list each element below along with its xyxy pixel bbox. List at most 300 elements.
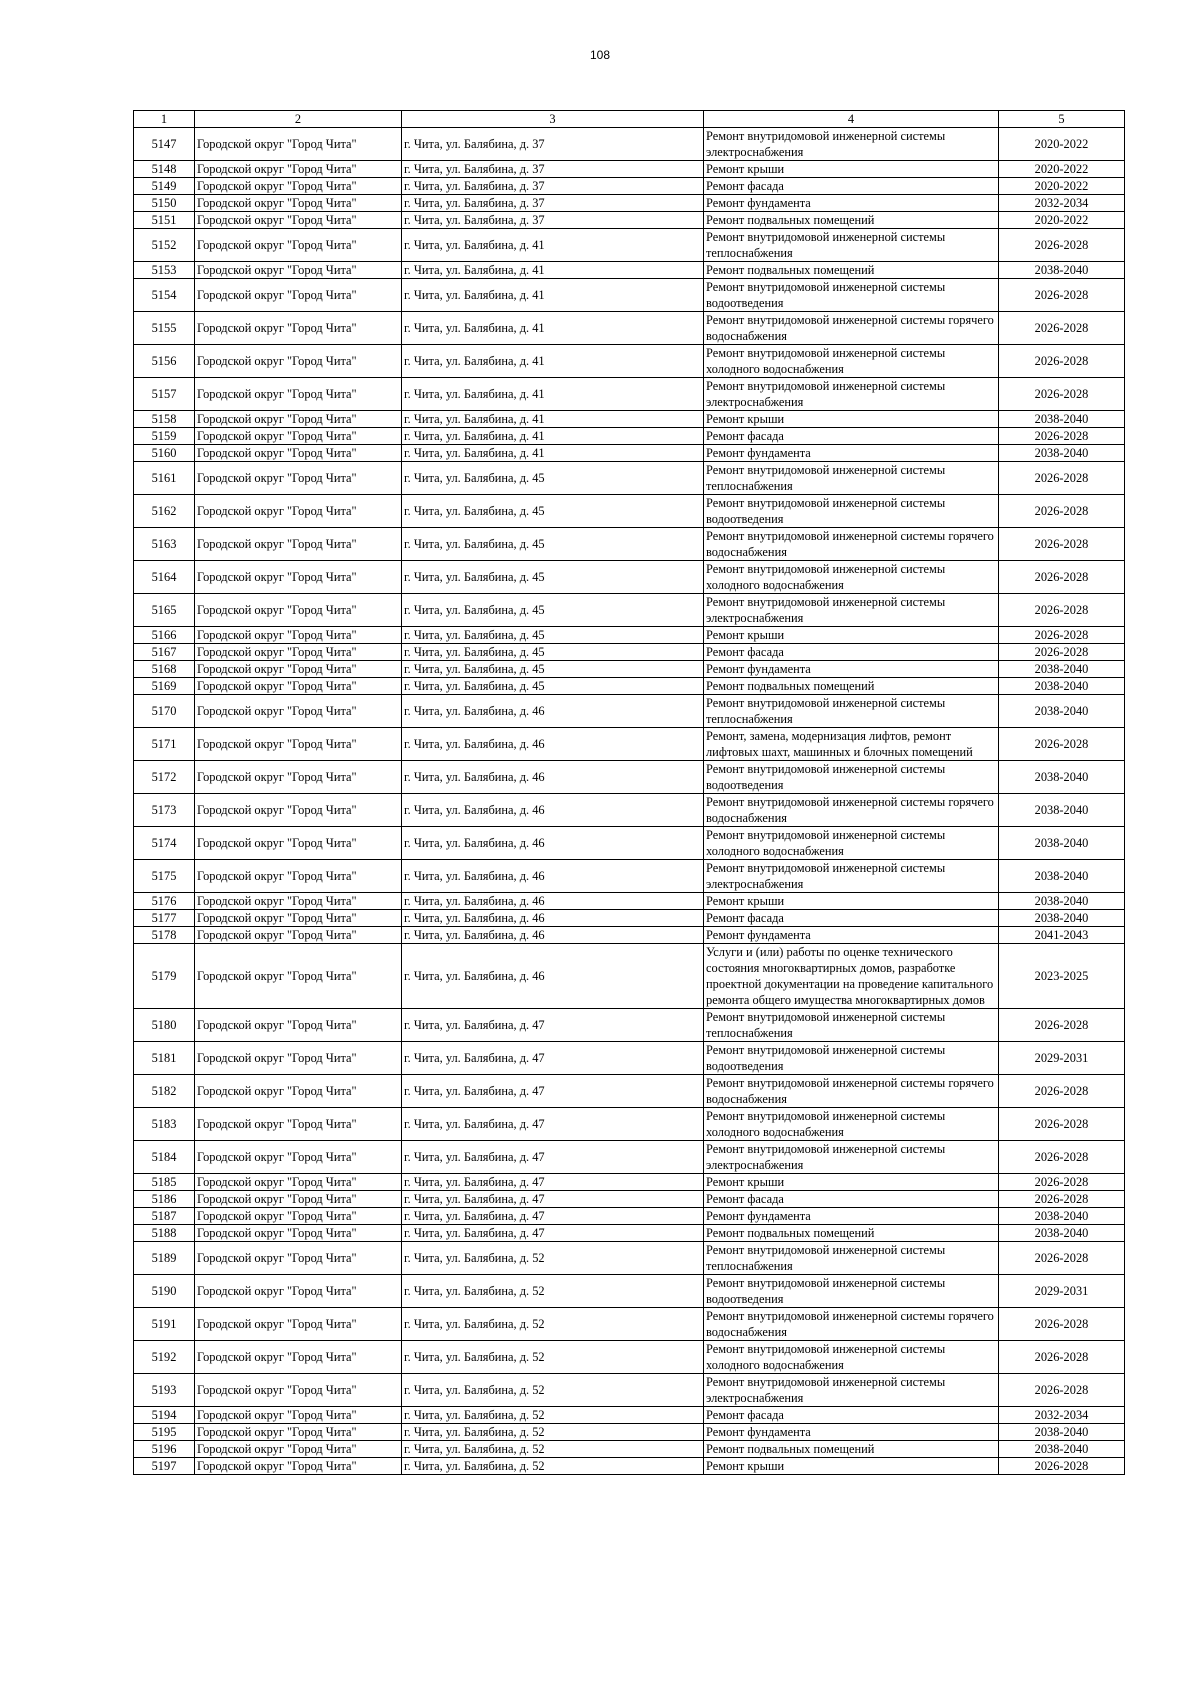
- address-cell: г. Чита, ул. Балябина, д. 52: [402, 1341, 704, 1374]
- work-type-cell: Ремонт фасада: [704, 1191, 999, 1208]
- row-number-cell: 5193: [134, 1374, 195, 1407]
- period-cell: 2020-2022: [999, 212, 1125, 229]
- work-type-cell: Ремонт внутридомовой инженерной системы теплоснабжения: [704, 695, 999, 728]
- work-type-cell: Ремонт внутридомовой инженерной системы холодного водоснабжения: [704, 345, 999, 378]
- table-row: [134, 462, 1125, 495]
- row-number-cell: 5171: [134, 728, 195, 761]
- work-type-cell: Ремонт, замена, модернизация лифтов, ремонт лифтовых шахт, машинных и блочных помещений: [704, 728, 999, 761]
- period-cell: 2038-2040: [999, 893, 1125, 910]
- address-cell: г. Чита, ул. Балябина, д. 37: [402, 212, 704, 229]
- period-cell: 2020-2022: [999, 178, 1125, 195]
- municipality-cell: Городской округ "Город Чита": [195, 794, 402, 827]
- work-type-cell: Ремонт фасада: [704, 178, 999, 195]
- work-type-cell: Ремонт внутридомовой инженерной системы водоотведения: [704, 495, 999, 528]
- work-type-cell: Ремонт крыши: [704, 893, 999, 910]
- address-cell: г. Чита, ул. Балябина, д. 37: [402, 178, 704, 195]
- work-type-cell: Ремонт внутридомовой инженерной системы теплоснабжения: [704, 462, 999, 495]
- period-cell: 2038-2040: [999, 1424, 1125, 1441]
- table-row: [134, 428, 1125, 445]
- work-type-cell: Услуги и (или) работы по оценке технического состояния многоквартирных домов, разработке проектной документации на проведение капитального ремонта общего имущества многоквартирных домов: [704, 944, 999, 1009]
- table-row: [134, 378, 1125, 411]
- address-cell: г. Чита, ул. Балябина, д. 41: [402, 229, 704, 262]
- row-number-cell: 5188: [134, 1225, 195, 1242]
- table-row: [134, 1308, 1125, 1341]
- table-row: [134, 761, 1125, 794]
- period-cell: 2029-2031: [999, 1042, 1125, 1075]
- municipality-cell: Городской округ "Город Чита": [195, 627, 402, 644]
- row-number-cell: 5155: [134, 312, 195, 345]
- municipality-cell: Городской округ "Город Чита": [195, 910, 402, 927]
- address-cell: г. Чита, ул. Балябина, д. 47: [402, 1009, 704, 1042]
- work-type-cell: Ремонт подвальных помещений: [704, 1225, 999, 1242]
- municipality-cell: Городской округ "Город Чита": [195, 161, 402, 178]
- table-row: [134, 212, 1125, 229]
- row-number-cell: 5157: [134, 378, 195, 411]
- period-cell: 2032-2034: [999, 195, 1125, 212]
- municipality-cell: Городской округ "Город Чита": [195, 411, 402, 428]
- work-type-cell: Ремонт фасада: [704, 1407, 999, 1424]
- period-cell: 2026-2028: [999, 378, 1125, 411]
- row-number-cell: 5191: [134, 1308, 195, 1341]
- table-row: [134, 229, 1125, 262]
- period-cell: 2038-2040: [999, 827, 1125, 860]
- period-cell: 2038-2040: [999, 262, 1125, 279]
- table-row: [134, 678, 1125, 695]
- address-cell: г. Чита, ул. Балябина, д. 52: [402, 1374, 704, 1407]
- row-number-cell: 5174: [134, 827, 195, 860]
- period-cell: 2026-2028: [999, 561, 1125, 594]
- municipality-cell: Городской округ "Город Чита": [195, 528, 402, 561]
- table-row: [134, 594, 1125, 627]
- address-cell: г. Чита, ул. Балябина, д. 41: [402, 411, 704, 428]
- municipality-cell: Городской округ "Город Чита": [195, 428, 402, 445]
- table-row: [134, 1141, 1125, 1174]
- work-type-cell: Ремонт крыши: [704, 411, 999, 428]
- municipality-cell: Городской округ "Город Чита": [195, 378, 402, 411]
- row-number-cell: 5147: [134, 128, 195, 161]
- header-col-4: 4: [704, 111, 999, 128]
- work-type-cell: Ремонт внутридомовой инженерной системы водоотведения: [704, 1042, 999, 1075]
- municipality-cell: Городской округ "Город Чита": [195, 695, 402, 728]
- period-cell: 2038-2040: [999, 678, 1125, 695]
- row-number-cell: 5154: [134, 279, 195, 312]
- table-row: [134, 794, 1125, 827]
- work-type-cell: Ремонт внутридомовой инженерной системы холодного водоснабжения: [704, 1341, 999, 1374]
- table-row: [134, 312, 1125, 345]
- municipality-cell: Городской округ "Город Чита": [195, 1141, 402, 1174]
- table-row: [134, 411, 1125, 428]
- row-number-cell: 5176: [134, 893, 195, 910]
- period-cell: 2026-2028: [999, 279, 1125, 312]
- municipality-cell: Городской округ "Город Чита": [195, 495, 402, 528]
- period-cell: 2038-2040: [999, 1208, 1125, 1225]
- table-row: [134, 644, 1125, 661]
- header-row: [134, 111, 1125, 128]
- table-row: [134, 1242, 1125, 1275]
- municipality-cell: Городской округ "Город Чита": [195, 1308, 402, 1341]
- municipality-cell: Городской округ "Город Чита": [195, 827, 402, 860]
- period-cell: 2026-2028: [999, 1308, 1125, 1341]
- address-cell: г. Чита, ул. Балябина, д. 47: [402, 1174, 704, 1191]
- work-type-cell: Ремонт внутридомовой инженерной системы холодного водоснабжения: [704, 827, 999, 860]
- municipality-cell: Городской округ "Город Чита": [195, 1458, 402, 1475]
- municipality-cell: Городской округ "Город Чита": [195, 1208, 402, 1225]
- row-number-cell: 5164: [134, 561, 195, 594]
- municipality-cell: Городской округ "Город Чита": [195, 178, 402, 195]
- address-cell: г. Чита, ул. Балябина, д. 45: [402, 495, 704, 528]
- work-type-cell: Ремонт внутридомовой инженерной системы теплоснабжения: [704, 1009, 999, 1042]
- period-cell: 2026-2028: [999, 728, 1125, 761]
- row-number-cell: 5150: [134, 195, 195, 212]
- table-row: [134, 944, 1125, 1009]
- address-cell: г. Чита, ул. Балябина, д. 41: [402, 428, 704, 445]
- address-cell: г. Чита, ул. Балябина, д. 41: [402, 312, 704, 345]
- address-cell: г. Чита, ул. Балябина, д. 52: [402, 1458, 704, 1475]
- address-cell: г. Чита, ул. Балябина, д. 45: [402, 644, 704, 661]
- municipality-cell: Городской округ "Город Чита": [195, 445, 402, 462]
- row-number-cell: 5168: [134, 661, 195, 678]
- table-row: [134, 927, 1125, 944]
- period-cell: 2020-2022: [999, 161, 1125, 178]
- table-body: [134, 128, 1125, 1475]
- work-type-cell: Ремонт внутридомовой инженерной системы горячего водоснабжения: [704, 312, 999, 345]
- address-cell: г. Чита, ул. Балябина, д. 45: [402, 661, 704, 678]
- address-cell: г. Чита, ул. Балябина, д. 47: [402, 1042, 704, 1075]
- row-number-cell: 5197: [134, 1458, 195, 1475]
- table-row: [134, 1441, 1125, 1458]
- work-type-cell: Ремонт крыши: [704, 627, 999, 644]
- table-row: [134, 495, 1125, 528]
- row-number-cell: 5190: [134, 1275, 195, 1308]
- municipality-cell: Городской округ "Город Чита": [195, 229, 402, 262]
- address-cell: г. Чита, ул. Балябина, д. 46: [402, 927, 704, 944]
- table-row: [134, 1341, 1125, 1374]
- header-col-5: 5: [999, 111, 1125, 128]
- period-cell: 2026-2028: [999, 1174, 1125, 1191]
- table-row: [134, 1225, 1125, 1242]
- row-number-cell: 5152: [134, 229, 195, 262]
- period-cell: 2026-2028: [999, 345, 1125, 378]
- address-cell: г. Чита, ул. Балябина, д. 52: [402, 1407, 704, 1424]
- work-type-cell: Ремонт крыши: [704, 161, 999, 178]
- municipality-cell: Городской округ "Город Чита": [195, 1191, 402, 1208]
- period-cell: 2038-2040: [999, 661, 1125, 678]
- address-cell: г. Чита, ул. Балябина, д. 45: [402, 561, 704, 594]
- address-cell: г. Чита, ул. Балябина, д. 46: [402, 827, 704, 860]
- row-number-cell: 5153: [134, 262, 195, 279]
- work-type-cell: Ремонт внутридомовой инженерной системы холодного водоснабжения: [704, 1108, 999, 1141]
- period-cell: 2026-2028: [999, 1075, 1125, 1108]
- period-cell: 2026-2028: [999, 428, 1125, 445]
- period-cell: 2038-2040: [999, 1441, 1125, 1458]
- municipality-cell: Городской округ "Город Чита": [195, 761, 402, 794]
- address-cell: г. Чита, ул. Балябина, д. 52: [402, 1275, 704, 1308]
- municipality-cell: Городской округ "Город Чита": [195, 128, 402, 161]
- municipality-cell: Городской округ "Город Чита": [195, 1075, 402, 1108]
- row-number-cell: 5162: [134, 495, 195, 528]
- row-number-cell: 5156: [134, 345, 195, 378]
- row-number-cell: 5182: [134, 1075, 195, 1108]
- address-cell: г. Чита, ул. Балябина, д. 45: [402, 594, 704, 627]
- period-cell: 2026-2028: [999, 644, 1125, 661]
- work-type-cell: Ремонт внутридомовой инженерной системы электроснабжения: [704, 378, 999, 411]
- address-cell: г. Чита, ул. Балябина, д. 46: [402, 910, 704, 927]
- row-number-cell: 5169: [134, 678, 195, 695]
- address-cell: г. Чита, ул. Балябина, д. 46: [402, 695, 704, 728]
- work-type-cell: Ремонт внутридомовой инженерной системы электроснабжения: [704, 1374, 999, 1407]
- municipality-cell: Городской округ "Город Чита": [195, 1225, 402, 1242]
- work-type-cell: Ремонт фасада: [704, 910, 999, 927]
- table-row: [134, 279, 1125, 312]
- address-cell: г. Чита, ул. Балябина, д. 46: [402, 761, 704, 794]
- period-cell: 2026-2028: [999, 594, 1125, 627]
- row-number-cell: 5148: [134, 161, 195, 178]
- work-type-cell: Ремонт крыши: [704, 1458, 999, 1475]
- period-cell: 2023-2025: [999, 944, 1125, 1009]
- address-cell: г. Чита, ул. Балябина, д. 41: [402, 445, 704, 462]
- work-type-cell: Ремонт крыши: [704, 1174, 999, 1191]
- row-number-cell: 5192: [134, 1341, 195, 1374]
- municipality-cell: Городской округ "Город Чита": [195, 262, 402, 279]
- address-cell: г. Чита, ул. Балябина, д. 46: [402, 728, 704, 761]
- table-row: [134, 1042, 1125, 1075]
- municipality-cell: Городской округ "Город Чита": [195, 1374, 402, 1407]
- row-number-cell: 5161: [134, 462, 195, 495]
- address-cell: г. Чита, ул. Балябина, д. 37: [402, 128, 704, 161]
- row-number-cell: 5159: [134, 428, 195, 445]
- period-cell: 2026-2028: [999, 312, 1125, 345]
- work-type-cell: Ремонт фундамента: [704, 1208, 999, 1225]
- row-number-cell: 5196: [134, 1441, 195, 1458]
- work-type-cell: Ремонт фундамента: [704, 445, 999, 462]
- address-cell: г. Чита, ул. Балябина, д. 52: [402, 1242, 704, 1275]
- address-cell: г. Чита, ул. Балябина, д. 45: [402, 678, 704, 695]
- table-row: [134, 1458, 1125, 1475]
- municipality-cell: Городской округ "Город Чита": [195, 1174, 402, 1191]
- table-row: [134, 1424, 1125, 1441]
- table-row: [134, 1407, 1125, 1424]
- municipality-cell: Городской округ "Город Чита": [195, 312, 402, 345]
- period-cell: 2026-2028: [999, 1341, 1125, 1374]
- address-cell: г. Чита, ул. Балябина, д. 47: [402, 1108, 704, 1141]
- row-number-cell: 5185: [134, 1174, 195, 1191]
- work-type-cell: Ремонт подвальных помещений: [704, 212, 999, 229]
- address-cell: г. Чита, ул. Балябина, д. 46: [402, 860, 704, 893]
- work-type-cell: Ремонт внутридомовой инженерной системы электроснабжения: [704, 128, 999, 161]
- table-row: [134, 1075, 1125, 1108]
- period-cell: 2038-2040: [999, 411, 1125, 428]
- header-col-1: 1: [134, 111, 195, 128]
- row-number-cell: 5172: [134, 761, 195, 794]
- header-col-2: 2: [195, 111, 402, 128]
- period-cell: 2026-2028: [999, 229, 1125, 262]
- period-cell: 2038-2040: [999, 761, 1125, 794]
- period-cell: 2038-2040: [999, 695, 1125, 728]
- period-cell: 2026-2028: [999, 1108, 1125, 1141]
- work-type-cell: Ремонт подвальных помещений: [704, 678, 999, 695]
- row-number-cell: 5178: [134, 927, 195, 944]
- work-type-cell: Ремонт внутридомовой инженерной системы горячего водоснабжения: [704, 794, 999, 827]
- table-row: [134, 728, 1125, 761]
- work-type-cell: Ремонт фундамента: [704, 661, 999, 678]
- address-cell: г. Чита, ул. Балябина, д. 52: [402, 1308, 704, 1341]
- table-row: [134, 561, 1125, 594]
- table-row: [134, 1174, 1125, 1191]
- work-type-cell: Ремонт внутридомовой инженерной системы горячего водоснабжения: [704, 1308, 999, 1341]
- row-number-cell: 5166: [134, 627, 195, 644]
- row-number-cell: 5195: [134, 1424, 195, 1441]
- address-cell: г. Чита, ул. Балябина, д. 47: [402, 1208, 704, 1225]
- municipality-cell: Городской округ "Город Чита": [195, 594, 402, 627]
- address-cell: г. Чита, ул. Балябина, д. 37: [402, 161, 704, 178]
- address-cell: г. Чита, ул. Балябина, д. 52: [402, 1424, 704, 1441]
- period-cell: 2026-2028: [999, 495, 1125, 528]
- table-row: [134, 1208, 1125, 1225]
- row-number-cell: 5163: [134, 528, 195, 561]
- municipality-cell: Городской округ "Город Чита": [195, 661, 402, 678]
- period-cell: 2026-2028: [999, 1141, 1125, 1174]
- address-cell: г. Чита, ул. Балябина, д. 47: [402, 1075, 704, 1108]
- row-number-cell: 5194: [134, 1407, 195, 1424]
- work-type-cell: Ремонт фундамента: [704, 195, 999, 212]
- municipality-cell: Городской округ "Город Чита": [195, 561, 402, 594]
- row-number-cell: 5158: [134, 411, 195, 428]
- table-row: [134, 1275, 1125, 1308]
- work-type-cell: Ремонт подвальных помещений: [704, 1441, 999, 1458]
- row-number-cell: 5149: [134, 178, 195, 195]
- address-cell: г. Чита, ул. Балябина, д. 41: [402, 279, 704, 312]
- period-cell: 2026-2028: [999, 1009, 1125, 1042]
- work-type-cell: Ремонт внутридомовой инженерной системы водоотведения: [704, 761, 999, 794]
- work-type-cell: Ремонт внутридомовой инженерной системы горячего водоснабжения: [704, 1075, 999, 1108]
- municipality-cell: Городской округ "Город Чита": [195, 927, 402, 944]
- period-cell: 2038-2040: [999, 445, 1125, 462]
- period-cell: 2026-2028: [999, 627, 1125, 644]
- row-number-cell: 5189: [134, 1242, 195, 1275]
- municipality-cell: Городской округ "Город Чита": [195, 1275, 402, 1308]
- address-cell: г. Чита, ул. Балябина, д. 47: [402, 1225, 704, 1242]
- municipality-cell: Городской округ "Город Чита": [195, 345, 402, 378]
- period-cell: 2026-2028: [999, 1242, 1125, 1275]
- table-row: [134, 262, 1125, 279]
- address-cell: г. Чита, ул. Балябина, д. 45: [402, 462, 704, 495]
- period-cell: 2038-2040: [999, 910, 1125, 927]
- municipality-cell: Городской округ "Город Чита": [195, 462, 402, 495]
- address-cell: г. Чита, ул. Балябина, д. 47: [402, 1191, 704, 1208]
- table-row: [134, 661, 1125, 678]
- municipality-cell: Городской округ "Город Чита": [195, 728, 402, 761]
- table-row: [134, 195, 1125, 212]
- municipality-cell: Городской округ "Город Чита": [195, 1108, 402, 1141]
- row-number-cell: 5186: [134, 1191, 195, 1208]
- municipality-cell: Городской округ "Город Чита": [195, 1242, 402, 1275]
- municipality-cell: Городской округ "Город Чита": [195, 893, 402, 910]
- municipality-cell: Городской округ "Город Чита": [195, 195, 402, 212]
- period-cell: 2041-2043: [999, 927, 1125, 944]
- header-col-3: 3: [402, 111, 704, 128]
- table-header: [134, 111, 1125, 128]
- table-row: [134, 528, 1125, 561]
- period-cell: 2038-2040: [999, 1225, 1125, 1242]
- work-type-cell: Ремонт внутридомовой инженерной системы электроснабжения: [704, 860, 999, 893]
- work-type-cell: Ремонт внутридомовой инженерной системы водоотведения: [704, 1275, 999, 1308]
- row-number-cell: 5181: [134, 1042, 195, 1075]
- work-type-cell: Ремонт фасада: [704, 428, 999, 445]
- period-cell: 2026-2028: [999, 528, 1125, 561]
- address-cell: г. Чита, ул. Балябина, д. 46: [402, 944, 704, 1009]
- work-type-cell: Ремонт фасада: [704, 644, 999, 661]
- municipality-cell: Городской округ "Город Чита": [195, 860, 402, 893]
- row-number-cell: 5187: [134, 1208, 195, 1225]
- table-row: [134, 627, 1125, 644]
- municipality-cell: Городской округ "Город Чита": [195, 279, 402, 312]
- municipality-cell: Городской округ "Город Чита": [195, 1042, 402, 1075]
- row-number-cell: 5165: [134, 594, 195, 627]
- address-cell: г. Чита, ул. Балябина, д. 46: [402, 794, 704, 827]
- address-cell: г. Чита, ул. Балябина, д. 41: [402, 378, 704, 411]
- work-type-cell: Ремонт внутридомовой инженерной системы холодного водоснабжения: [704, 561, 999, 594]
- period-cell: 2038-2040: [999, 860, 1125, 893]
- municipality-cell: Городской округ "Город Чита": [195, 1407, 402, 1424]
- address-cell: г. Чита, ул. Балябина, д. 37: [402, 195, 704, 212]
- repair-schedule-table: [133, 110, 1125, 1475]
- period-cell: 2038-2040: [999, 794, 1125, 827]
- municipality-cell: Городской округ "Город Чита": [195, 1424, 402, 1441]
- address-cell: г. Чита, ул. Балябина, д. 41: [402, 345, 704, 378]
- table-row: [134, 827, 1125, 860]
- period-cell: 2020-2022: [999, 128, 1125, 161]
- table-row: [134, 1374, 1125, 1407]
- work-type-cell: Ремонт внутридомовой инженерной системы теплоснабжения: [704, 229, 999, 262]
- period-cell: 2032-2034: [999, 1407, 1125, 1424]
- table-row: [134, 161, 1125, 178]
- row-number-cell: 5177: [134, 910, 195, 927]
- row-number-cell: 5170: [134, 695, 195, 728]
- period-cell: 2026-2028: [999, 1374, 1125, 1407]
- work-type-cell: Ремонт подвальных помещений: [704, 262, 999, 279]
- row-number-cell: 5175: [134, 860, 195, 893]
- municipality-cell: Городской округ "Город Чита": [195, 1441, 402, 1458]
- table-row: [134, 1108, 1125, 1141]
- row-number-cell: 5184: [134, 1141, 195, 1174]
- address-cell: г. Чита, ул. Балябина, д. 52: [402, 1441, 704, 1458]
- municipality-cell: Городской округ "Город Чита": [195, 644, 402, 661]
- table-row: [134, 1009, 1125, 1042]
- address-cell: г. Чита, ул. Балябина, д. 45: [402, 627, 704, 644]
- municipality-cell: Городской округ "Город Чита": [195, 1341, 402, 1374]
- work-type-cell: Ремонт внутридомовой инженерной системы электроснабжения: [704, 594, 999, 627]
- period-cell: 2026-2028: [999, 462, 1125, 495]
- table-row: [134, 910, 1125, 927]
- row-number-cell: 5160: [134, 445, 195, 462]
- address-cell: г. Чита, ул. Балябина, д. 46: [402, 893, 704, 910]
- row-number-cell: 5183: [134, 1108, 195, 1141]
- table-row: [134, 445, 1125, 462]
- row-number-cell: 5151: [134, 212, 195, 229]
- row-number-cell: 5167: [134, 644, 195, 661]
- row-number-cell: 5179: [134, 944, 195, 1009]
- address-cell: г. Чита, ул. Балябина, д. 47: [402, 1141, 704, 1174]
- municipality-cell: Городской округ "Город Чита": [195, 944, 402, 1009]
- work-type-cell: Ремонт внутридомовой инженерной системы электроснабжения: [704, 1141, 999, 1174]
- table-row: [134, 1191, 1125, 1208]
- work-type-cell: Ремонт внутридомовой инженерной системы горячего водоснабжения: [704, 528, 999, 561]
- work-type-cell: Ремонт внутридомовой инженерной системы теплоснабжения: [704, 1242, 999, 1275]
- page-number: 108: [589, 48, 611, 62]
- municipality-cell: Городской округ "Город Чита": [195, 1009, 402, 1042]
- address-cell: г. Чита, ул. Балябина, д. 41: [402, 262, 704, 279]
- address-cell: г. Чита, ул. Балябина, д. 45: [402, 528, 704, 561]
